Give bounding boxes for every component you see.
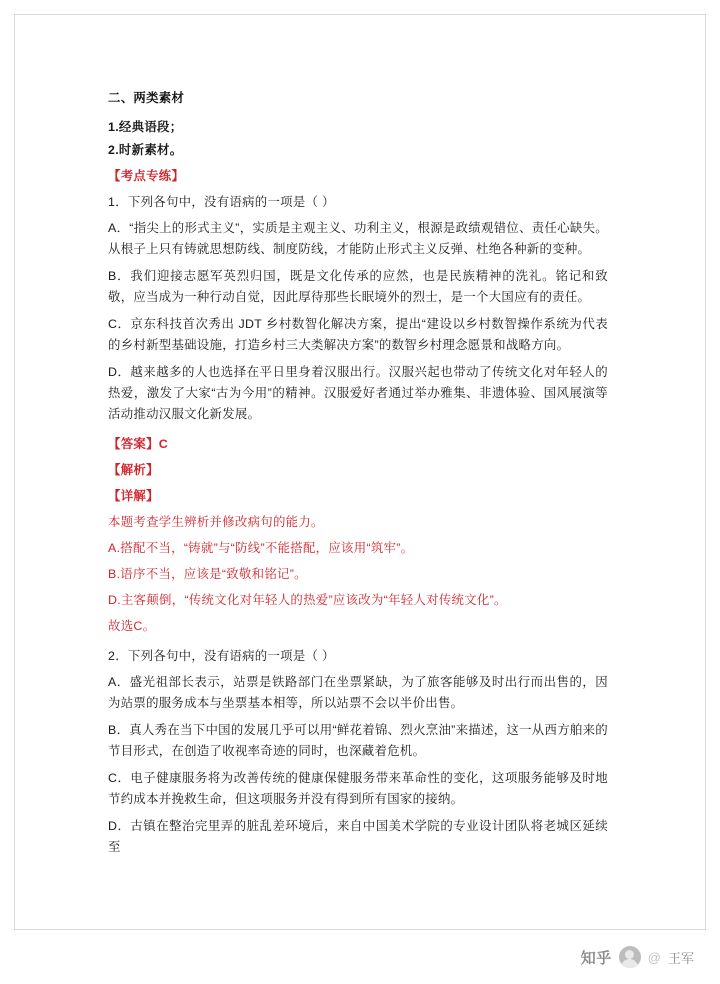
answer-value: C: [158, 437, 169, 451]
practice-tag: 【考点专练】: [108, 169, 185, 183]
question-1-option-c: C．京东科技首次秀出 JDT 乡村数智化解决方案，提出“建设以乡村数智操作系统为代表的乡村新型基础设施，打造乡村三大类解决方案”的数智乡村理念愿景和战略方向。: [108, 317, 608, 352]
zhihu-attribution: [581, 946, 694, 968]
separator: @: [647, 949, 661, 965]
question-1-option-d: D．越来越多的人也选择在平日里身着汉服出行。汉服兴起也带动了传统文化对年轻人的热爱，激发了大家“古为今用”的精神。汉服爱好者通过举办雅集、非遗体验、国风展演等活动推动汉服文化新发展。: [108, 365, 608, 421]
zhihu-brand: 知乎: [580, 949, 612, 967]
username: 王军: [667, 950, 694, 966]
question-1-option-b: B．我们迎接志愿军英烈归国，既是文化传承的应然，也是民族精神的洗礼。铭记和致敬，应当成为一种行动自觉，因此厚待那些长眠境外的烈士，是一个大国应有的责任。: [108, 269, 608, 304]
material-item-2: 2.时新素材。: [108, 143, 183, 157]
question-1-detail-line-5: 故选C。: [108, 619, 156, 633]
question-1-detail-line-4: D.主客颠倒，“传统文化对年轻人的热爱”应该改为“年轻人对传统文化”。: [108, 593, 507, 607]
question-1-detail-label: 【详解】: [108, 489, 159, 503]
question-2-option-a: A．盛光祖部长表示，站票是铁路部门在坐票紧缺，为了旅客能够及时出行而出售的，因为站票的服务成本与坐票基本相等，所以站票不会以半价出售。: [108, 675, 608, 710]
question-1-detail-line-1: 本题考查学生辨析并修改病句的能力。: [108, 515, 324, 529]
question-1-analysis-label: 【解析】: [108, 463, 159, 477]
question-1-detail-line-3: B.语序不当，应该是“致敬和铭记”。: [108, 567, 307, 581]
section-heading: 二、两类素材: [108, 91, 185, 105]
question-1-stem: 1．下列各句中，没有语病的一项是（ ）: [108, 195, 335, 209]
question-2-option-c: C．电子健康服务将为改善传统的健康保健服务带来革命性的变化，这项服务能够及时地节约成本并挽救生命，但这项服务并没有得到所有国家的接纳。: [108, 771, 608, 806]
answer-label: 【答案】: [108, 437, 159, 451]
question-2-option-b: B．真人秀在当下中国的发展几乎可以用“鲜花着锦、烈火烹油”来描述，这一从西方舶来的节目形式，在创造了收视率奇迹的同时，也深藏着危机。: [108, 723, 608, 758]
question-2-stem: 2．下列各句中，没有语病的一项是（ ）: [108, 649, 335, 663]
footer-watermark: [0, 930, 720, 984]
question-1-detail-line-2: A.搭配不当，“铸就”与“防线”不能搭配，应该用“筑牢”。: [108, 541, 414, 555]
question-1-option-a: A．“指尖上的形式主义”，实质是主观主义、功利主义，根源是政绩观错位、责任心缺失。从根子上只有铸就思想防线、制度防线，才能防止形式主义反弹、杜绝各种新的变种。: [108, 221, 608, 256]
question-2-option-d: D．古镇在整治完里弄的脏乱差环境后，来自中国美术学院的专业设计团队将老城区延续至: [108, 819, 608, 854]
document-content: [108, 88, 608, 864]
avatar: [619, 946, 641, 968]
material-item-1: 1.经典语段；: [108, 120, 183, 134]
question-1-answer: [108, 434, 608, 455]
